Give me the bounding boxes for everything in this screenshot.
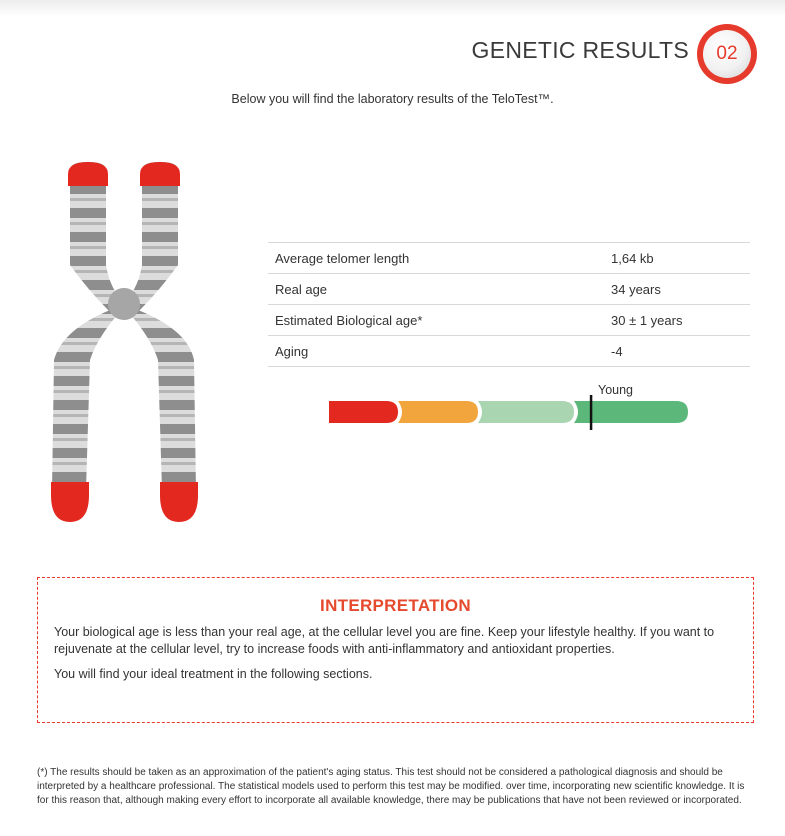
result-value: 30 ± 1 years	[611, 312, 683, 328]
table-row	[268, 305, 750, 336]
result-label: Real age	[275, 281, 328, 297]
page-title: GENETIC RESULTS	[471, 37, 689, 63]
scale-marker-label: Young	[598, 383, 633, 397]
result-label: Estimated Biological age*	[275, 312, 423, 328]
result-value: 34 years	[611, 281, 661, 297]
interpretation-text	[54, 624, 731, 691]
interpretation-box	[37, 577, 754, 723]
results-table	[268, 242, 750, 367]
aging-scale	[326, 395, 692, 435]
table-row	[268, 274, 750, 305]
interpretation-paragraph: Your biological age is less than your real age, at the cellular level you are fine. Keep your lifestyle healthy. If you want to rejuvenate at the cellular level, try to increase foods with anti-inflammatory and antioxidant properties.	[54, 625, 715, 656]
scale-segment-lightgreen	[478, 401, 574, 423]
scale-segment-orange	[398, 401, 478, 423]
section-badge	[697, 24, 757, 84]
result-label: Aging	[275, 343, 309, 359]
result-label: Average telomer length	[275, 250, 410, 266]
section-number: 02	[703, 30, 751, 78]
interpretation-title: INTERPRETATION	[320, 596, 471, 615]
interpretation-paragraph: You will find your ideal treatment in the following sections.	[54, 667, 373, 681]
scale-segment-red	[329, 401, 398, 423]
result-value: 1,64 kb	[611, 250, 654, 266]
chromosome-illustration	[48, 160, 200, 528]
top-fade	[0, 0, 785, 16]
footnote: (*) The results should be taken as an approximation of the patient's aging status. This test should not be considered a pathological diagnosis and should be interpreted by a healthcare professional. The statistical models used to perform this test may be modified. over time, incorporating new scientific knowledge. It is for this reason that, although making every effort to incorporate all available knowledge, there may be publications that have not been reviewed or incorporated.	[37, 767, 745, 806]
table-row	[268, 336, 750, 367]
table-row	[268, 243, 750, 274]
intro-text: Below you will find the laboratory results of the TeloTest™.	[231, 92, 554, 106]
result-value: -4	[611, 343, 623, 359]
